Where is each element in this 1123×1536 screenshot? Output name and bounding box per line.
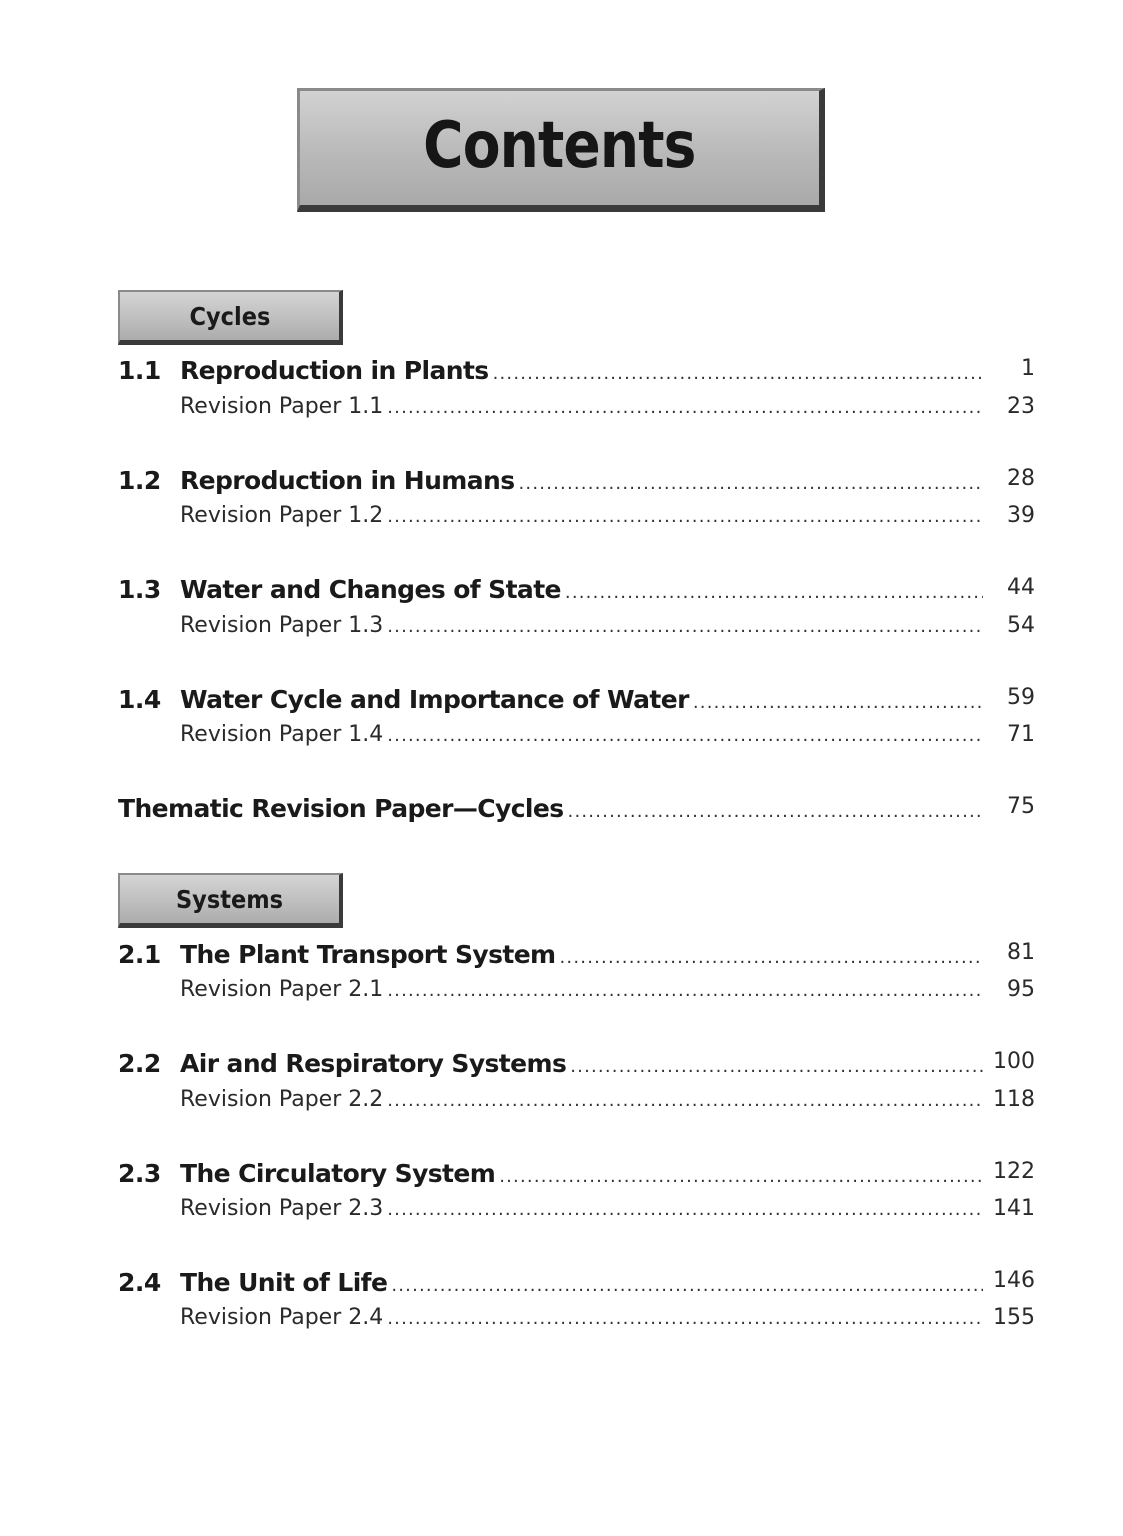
toc-entry-revision-1-4[interactable] bbox=[118, 722, 1035, 756]
revision-title: Revision Paper 1.4 bbox=[180, 722, 384, 747]
page-number: 75 bbox=[1007, 794, 1035, 819]
section-tab-systems bbox=[118, 873, 343, 928]
thematic-title: Thematic Revision Paper—Cycles bbox=[118, 794, 564, 823]
toc-entry-revision-1-3[interactable] bbox=[118, 613, 1035, 647]
chapter-title: Air and Respiratory Systems bbox=[180, 1049, 567, 1078]
chapter-title: Water and Changes of State bbox=[180, 575, 561, 604]
page-number: 95 bbox=[1007, 977, 1035, 1002]
contents-title-box bbox=[297, 88, 825, 212]
dot-leader bbox=[565, 582, 983, 603]
toc-entry-revision-2-1[interactable] bbox=[118, 977, 1035, 1011]
page-number: 118 bbox=[993, 1087, 1035, 1112]
chapter-number: 2.1 bbox=[118, 940, 161, 969]
chapter-number: 1.2 bbox=[118, 466, 161, 495]
revision-title: Revision Paper 2.4 bbox=[180, 1305, 384, 1330]
dot-leader bbox=[499, 1166, 983, 1187]
page-title: Contents bbox=[423, 109, 696, 183]
toc-entry-1-3[interactable] bbox=[118, 575, 1035, 609]
revision-title: Revision Paper 1.2 bbox=[180, 503, 384, 528]
page-number: 146 bbox=[993, 1268, 1035, 1293]
page-number: 100 bbox=[993, 1049, 1035, 1074]
dot-leader bbox=[387, 1308, 983, 1329]
chapter-number: 2.4 bbox=[118, 1268, 161, 1297]
toc-entry-2-1[interactable] bbox=[118, 940, 1035, 974]
toc-entry-revision-2-4[interactable] bbox=[118, 1305, 1035, 1339]
dot-leader bbox=[387, 506, 983, 527]
dot-leader bbox=[387, 1090, 983, 1111]
toc-entry-revision-2-3[interactable] bbox=[118, 1196, 1035, 1230]
dot-leader bbox=[560, 947, 983, 968]
dot-leader bbox=[519, 473, 983, 494]
dot-leader bbox=[568, 801, 983, 822]
page-number: 71 bbox=[1007, 722, 1035, 747]
toc-entry-revision-1-1[interactable] bbox=[118, 394, 1035, 428]
page-number: 44 bbox=[1007, 575, 1035, 600]
toc-entry-1-4[interactable] bbox=[118, 685, 1035, 719]
dot-leader bbox=[387, 725, 983, 746]
section-label: Cycles bbox=[189, 301, 270, 331]
page-number: 141 bbox=[993, 1196, 1035, 1221]
revision-title: Revision Paper 1.1 bbox=[180, 394, 384, 419]
toc-entry-2-2[interactable] bbox=[118, 1049, 1035, 1083]
dot-leader bbox=[570, 1056, 983, 1077]
dot-leader bbox=[387, 397, 983, 418]
chapter-number: 1.3 bbox=[118, 575, 161, 604]
chapter-title: Reproduction in Humans bbox=[180, 466, 515, 495]
page-number: 59 bbox=[1007, 685, 1035, 710]
toc-entry-thematic-cycles[interactable] bbox=[118, 794, 1035, 828]
revision-title: Revision Paper 1.3 bbox=[180, 613, 384, 638]
dot-leader bbox=[693, 692, 983, 713]
dot-leader bbox=[387, 616, 983, 637]
chapter-title: The Circulatory System bbox=[180, 1159, 496, 1188]
revision-title: Revision Paper 2.1 bbox=[180, 977, 384, 1002]
dot-leader bbox=[387, 980, 983, 1001]
chapter-number: 1.4 bbox=[118, 685, 161, 714]
page-number: 81 bbox=[1007, 940, 1035, 965]
chapter-number: 2.2 bbox=[118, 1049, 161, 1078]
chapter-title: Reproduction in Plants bbox=[180, 356, 489, 385]
page-number: 54 bbox=[1007, 613, 1035, 638]
toc-entry-2-3[interactable] bbox=[118, 1159, 1035, 1193]
chapter-title: The Unit of Life bbox=[180, 1268, 388, 1297]
revision-title: Revision Paper 2.3 bbox=[180, 1196, 384, 1221]
page-number: 39 bbox=[1007, 503, 1035, 528]
section-tab-cycles bbox=[118, 290, 343, 345]
chapter-title: The Plant Transport System bbox=[180, 940, 556, 969]
toc-entry-1-2[interactable] bbox=[118, 466, 1035, 500]
chapter-number: 1.1 bbox=[118, 356, 161, 385]
page-number: 122 bbox=[993, 1159, 1035, 1184]
section-label: Systems bbox=[175, 884, 284, 914]
toc-entry-1-1[interactable] bbox=[118, 356, 1035, 390]
page-number: 28 bbox=[1007, 466, 1035, 491]
page-number: 23 bbox=[1007, 394, 1035, 419]
page-number: 155 bbox=[993, 1305, 1035, 1330]
toc-entry-2-4[interactable] bbox=[118, 1268, 1035, 1302]
revision-title: Revision Paper 2.2 bbox=[180, 1087, 384, 1112]
toc-entry-revision-2-2[interactable] bbox=[118, 1087, 1035, 1121]
page-number: 1 bbox=[1021, 356, 1035, 381]
chapter-number: 2.3 bbox=[118, 1159, 161, 1188]
dot-leader bbox=[391, 1275, 983, 1296]
chapter-title: Water Cycle and Importance of Water bbox=[180, 685, 689, 714]
dot-leader bbox=[493, 363, 983, 384]
dot-leader bbox=[387, 1199, 983, 1220]
toc-entry-revision-1-2[interactable] bbox=[118, 503, 1035, 537]
